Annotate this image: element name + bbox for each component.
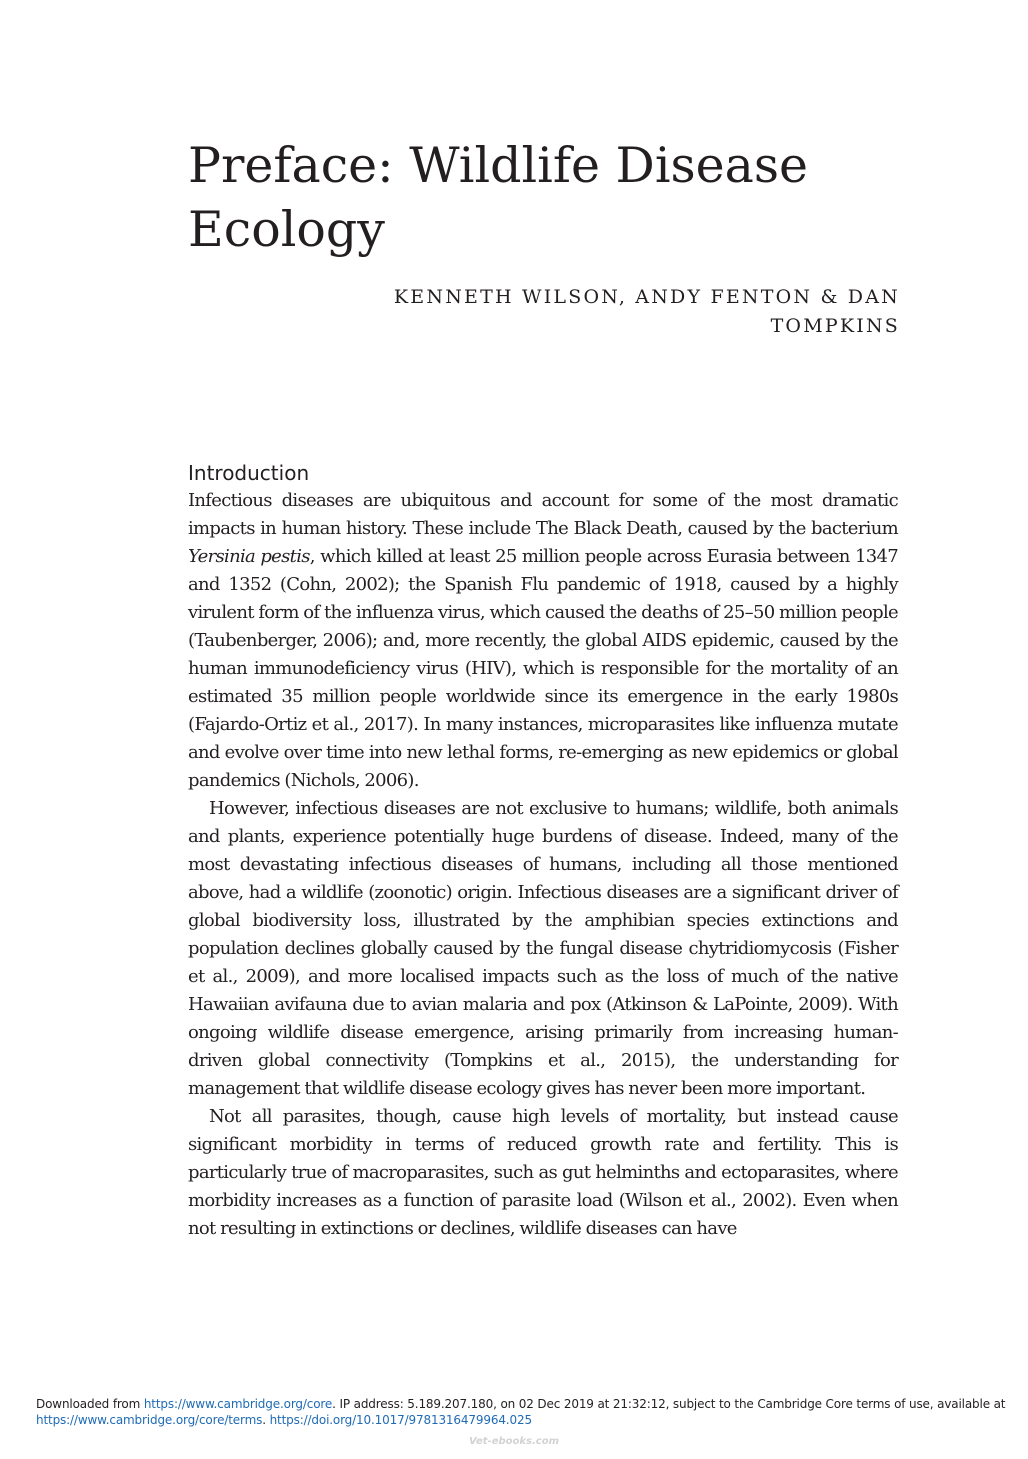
footer-ip-text: . IP address: 5.189.207.180, on 02 Dec 2019 at 21:32:12, subject to the Cambridge Core terms of use, available at — [332, 1397, 1006, 1411]
footer-separator: . — [262, 1413, 270, 1427]
species-name-italic: Yersinia pestis — [188, 546, 310, 567]
download-footer — [36, 1396, 1006, 1428]
chapter-title-line-2: Ecology — [188, 201, 385, 258]
authors-line-2: TOMPKINS — [770, 315, 900, 337]
authors-line-1: KENNETH WILSON, ANDY FENTON & DAN — [393, 286, 900, 308]
paragraph-1-text-start: Infectious diseases are ubiquitous and account for some of the most dramatic impacts in human history. These include The Black Death, caused by the bacterium — [188, 490, 898, 539]
paragraph-3: Not all parasites, though, cause high levels of mortality, but instead cause significant morbidity in terms of reduced growth rate and fertility. This is particularly true of macroparasites, such as gut helminths and ectoparasites, where morbidity increases as a function of parasite load (Wilson et al., 2002). Even when not resulting in extinctions or declines, wildlife diseases can have — [188, 1106, 898, 1239]
chapter-authors — [300, 283, 900, 341]
doi-link[interactable]: https://doi.org/10.1017/9781316479964.025 — [269, 1413, 532, 1427]
footer-line-1 — [36, 1396, 1006, 1412]
cambridge-core-link[interactable]: https://www.cambridge.org/core — [143, 1397, 333, 1411]
body-text — [188, 487, 898, 1243]
vet-ebooks-watermark: Vet-ebooks.com — [468, 1436, 560, 1447]
paragraph-1-text-end: , which killed at least 25 million people across Eurasia between 1347 and 1352 (Cohn, 2002); the Spanish Flu pandemic of 1918, caused by a highly virulent form of the influenza virus, which caused the deaths of 25–50 million people (Taubenberger, 2006); and, more recently, the global AIDS epidemic, caused by the human immunodeficiency virus (HIV), which is responsible for the mortality of an estimated 35 million people worldwide since its emergence in the early 1980s (Fajardo-Ortiz et al., 2017). In many instances, microparasites like influenza mutate and evolve over time into new lethal forms, re-emerging as new epidemics or global pandemics (Nichols, 2006). — [188, 546, 898, 791]
paragraph-1 — [188, 487, 898, 795]
footer-downloaded-from: Downloaded from — [36, 1397, 144, 1411]
paragraph-2: However, infectious diseases are not exclusive to humans; wildlife, both animals and plants, experience potentially huge burdens of disease. Indeed, many of the most devastating infectious diseases of humans, including all those mentioned above, had a wildlife (zoonotic) origin. Infectious diseases are a significant driver of global biodiversity loss, illustrated by the amphibian species extinctions and population declines globally caused by the fungal disease chytridiomycosis (Fisher et al., 2009), and more localised impacts such as the loss of much of the native Hawaiian avifauna due to avian malaria and pox (Atkinson & LaPointe, 2009). With ongoing wildlife disease emergence, arising primarily from increasing human-driven global connectivity (Tompkins et al., 2015), the understanding for management that wildlife disease ecology gives has never been more important. — [188, 798, 898, 1099]
footer-line-2 — [36, 1412, 1006, 1428]
section-heading-introduction: Introduction — [188, 461, 310, 485]
chapter-title — [188, 134, 828, 262]
cambridge-terms-link[interactable]: https://www.cambridge.org/core/terms — [36, 1413, 263, 1427]
chapter-title-line-1: Preface: Wildlife Disease — [188, 137, 808, 194]
